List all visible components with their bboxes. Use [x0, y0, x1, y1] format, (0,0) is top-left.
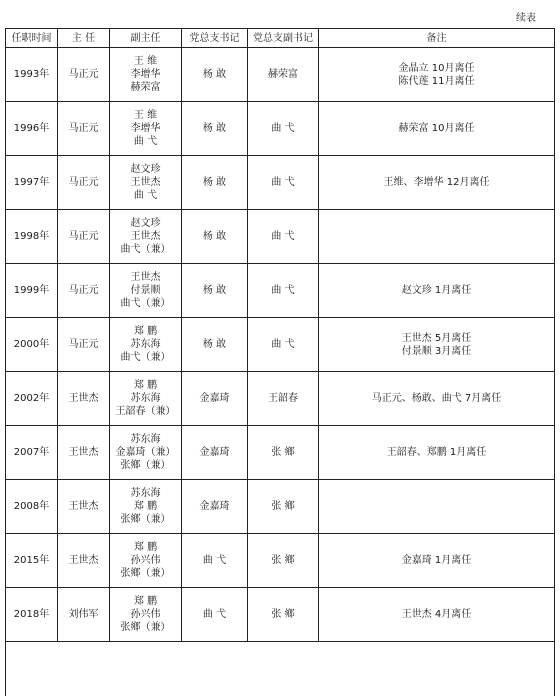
table-row — [6, 318, 555, 372]
table-row — [6, 156, 555, 210]
cell-deputies — [110, 48, 182, 102]
cell-director: 王世杰 — [58, 372, 110, 426]
cell-deputies-line: 王韶春（兼） — [115, 406, 176, 417]
continuation-cell — [6, 642, 555, 696]
cell-deputies-line: 金嘉琦（兼） — [115, 447, 176, 458]
cell-remarks — [319, 534, 555, 588]
cell-party-secretary: 杨 敢 — [182, 156, 248, 210]
cell-director: 马正元 — [58, 210, 110, 264]
cell-remarks-line: 王世杰 4月离任 — [401, 609, 472, 620]
cell-director: 马正元 — [58, 156, 110, 210]
header-remarks: 备注 — [319, 29, 555, 48]
leadership-table — [5, 28, 555, 696]
cell-remarks-line: 王维、李增华 12月离任 — [383, 177, 490, 188]
cell-party-secretary: 金嘉琦 — [182, 426, 248, 480]
cell-party-deputy-secretary: 曲 弋 — [248, 156, 319, 210]
header-deputy: 副主任 — [110, 29, 182, 48]
cell-term: 2000年 — [6, 318, 58, 372]
cell-deputies-line: 郑 鹏 — [133, 380, 158, 391]
cell-remarks-line: 马正元、杨敢、曲弋 7月离任 — [371, 393, 502, 404]
continued-label: 续表 — [516, 13, 536, 24]
cell-remarks — [319, 588, 555, 642]
cell-director: 王世杰 — [58, 534, 110, 588]
table-row — [6, 588, 555, 642]
cell-deputies-line: 赵文珍 — [130, 218, 161, 229]
cell-director: 刘伟军 — [58, 588, 110, 642]
cell-deputies-line: 张鄉（兼） — [120, 460, 171, 471]
cell-remarks — [319, 210, 555, 264]
cell-term: 1998年 — [6, 210, 58, 264]
cell-deputies-line: 孙兴伟 — [130, 555, 161, 566]
table-row — [6, 372, 555, 426]
header-party-deputy-secretary: 党总支副书记 — [248, 29, 319, 48]
cell-deputies-line: 付景顺 — [130, 285, 161, 296]
cell-term: 1997年 — [6, 156, 58, 210]
header-party-secretary: 党总支书记 — [182, 29, 248, 48]
cell-deputies-line: 曲 弋 — [133, 136, 158, 147]
cell-director: 马正元 — [58, 102, 110, 156]
cell-party-secretary: 杨 敢 — [182, 318, 248, 372]
cell-deputies — [110, 210, 182, 264]
cell-term: 1993年 — [6, 48, 58, 102]
cell-party-deputy-secretary: 张 鄉 — [248, 426, 319, 480]
cell-deputies-line: 赵文珍 — [130, 164, 161, 175]
table-row — [6, 264, 555, 318]
cell-party-secretary: 杨 敢 — [182, 102, 248, 156]
cell-remarks-line: 金晶立 10月离任 — [398, 62, 475, 74]
cell-deputies-line: 曲弋（兼） — [120, 244, 171, 255]
cell-deputies-line: 曲弋（兼） — [120, 298, 171, 309]
cell-deputies-line: 李增华 — [130, 69, 161, 80]
cell-deputies — [110, 480, 182, 534]
cell-deputies — [110, 426, 182, 480]
cell-party-deputy-secretary: 曲 弋 — [248, 102, 319, 156]
cell-deputies-line: 郑 鹏 — [133, 596, 158, 607]
cell-remarks-line: 付景顺 3月离任 — [401, 345, 472, 357]
cell-party-deputy-secretary: 曲 弋 — [248, 264, 319, 318]
cell-term: 1999年 — [6, 264, 58, 318]
cell-deputies — [110, 588, 182, 642]
cell-party-deputy-secretary: 王韶春 — [248, 372, 319, 426]
cell-deputies-line: 张鄉（兼） — [120, 514, 171, 525]
cell-remarks — [319, 372, 555, 426]
table-row — [6, 534, 555, 588]
cell-director: 马正元 — [58, 318, 110, 372]
cell-deputies-line: 李增华 — [130, 123, 161, 134]
cell-remarks — [319, 156, 555, 210]
cell-party-deputy-secretary: 曲 弋 — [248, 318, 319, 372]
table-row — [6, 480, 555, 534]
cell-deputies-line: 王 维 — [133, 110, 158, 121]
cell-remarks-line: 王世杰 5月离任 — [401, 332, 472, 344]
cell-party-secretary: 杨 敢 — [182, 210, 248, 264]
cell-party-deputy-secretary: 赫荣富 — [248, 48, 319, 102]
cell-deputies — [110, 534, 182, 588]
cell-deputies — [110, 102, 182, 156]
cell-deputies-line: 郑 鹏 — [133, 542, 158, 553]
cell-remarks-line: 王韶春、郑鹏 1月离任 — [386, 447, 487, 458]
cell-remarks-line: 金嘉琦 1月离任 — [401, 555, 472, 566]
cell-deputies-line: 赫荣富 — [130, 82, 161, 93]
cell-term: 2007年 — [6, 426, 58, 480]
cell-term: 2008年 — [6, 480, 58, 534]
cell-remarks — [319, 426, 555, 480]
cell-deputies-line: 郑 鹏 — [133, 501, 158, 512]
cell-term: 1996年 — [6, 102, 58, 156]
cell-deputies-line: 王 维 — [133, 56, 158, 67]
cell-remarks — [319, 264, 555, 318]
cell-party-secretary: 曲 弋 — [182, 588, 248, 642]
table-header-row — [6, 29, 555, 48]
cell-deputies-line: 孙兴伟 — [130, 609, 161, 620]
cell-remarks-line: 赫荣富 10月离任 — [398, 123, 475, 134]
table-body — [6, 48, 555, 696]
cell-remarks-line: 赵文珍 1月离任 — [401, 285, 472, 296]
cell-deputies-line: 张鄉（兼） — [120, 622, 171, 633]
cell-remarks-line: 陈代莲 11月离任 — [398, 75, 475, 87]
header-director: 主 任 — [58, 29, 110, 48]
cell-term: 2018年 — [6, 588, 58, 642]
table-row — [6, 102, 555, 156]
cell-party-secretary: 曲 弋 — [182, 534, 248, 588]
cell-deputies-line: 苏东海 — [130, 488, 161, 499]
cell-director: 王世杰 — [58, 426, 110, 480]
cell-term: 2015年 — [6, 534, 58, 588]
cell-deputies-line: 张鄉（兼） — [120, 568, 171, 579]
cell-party-deputy-secretary: 张 鄉 — [248, 534, 319, 588]
cell-director: 王世杰 — [58, 480, 110, 534]
cell-deputies-line: 王世杰 — [130, 231, 161, 242]
cell-deputies-line: 曲 弋 — [133, 190, 158, 201]
cell-term: 2002年 — [6, 372, 58, 426]
cell-director: 马正元 — [58, 48, 110, 102]
cell-deputies — [110, 156, 182, 210]
cell-deputies-line: 曲弋（兼） — [120, 352, 171, 363]
cell-remarks — [319, 480, 555, 534]
cell-party-deputy-secretary: 张 鄉 — [248, 588, 319, 642]
cell-party-deputy-secretary: 曲 弋 — [248, 210, 319, 264]
table-row — [6, 210, 555, 264]
cell-remarks — [319, 48, 555, 102]
table-continuation-row — [6, 642, 555, 696]
cell-deputies-line: 王世杰 — [130, 272, 161, 283]
cell-deputies — [110, 264, 182, 318]
cell-deputies — [110, 318, 182, 372]
cell-remarks — [319, 318, 555, 372]
cell-party-secretary: 金嘉琦 — [182, 372, 248, 426]
cell-party-secretary: 金嘉琦 — [182, 480, 248, 534]
cell-deputies-line: 苏东海 — [130, 339, 161, 350]
cell-remarks — [319, 102, 555, 156]
cell-deputies-line: 苏东海 — [130, 393, 161, 404]
cell-party-secretary: 杨 敢 — [182, 264, 248, 318]
cell-party-deputy-secretary: 张 鄉 — [248, 480, 319, 534]
cell-deputies — [110, 372, 182, 426]
cell-deputies-line: 郑 鹏 — [133, 326, 158, 337]
cell-deputies-line: 苏东海 — [130, 434, 161, 445]
table-row — [6, 48, 555, 102]
cell-party-secretary: 杨 敢 — [182, 48, 248, 102]
header-term: 任职时间 — [6, 29, 58, 48]
cell-director: 马正元 — [58, 264, 110, 318]
table-row — [6, 426, 555, 480]
cell-deputies-line: 王世杰 — [130, 177, 161, 188]
